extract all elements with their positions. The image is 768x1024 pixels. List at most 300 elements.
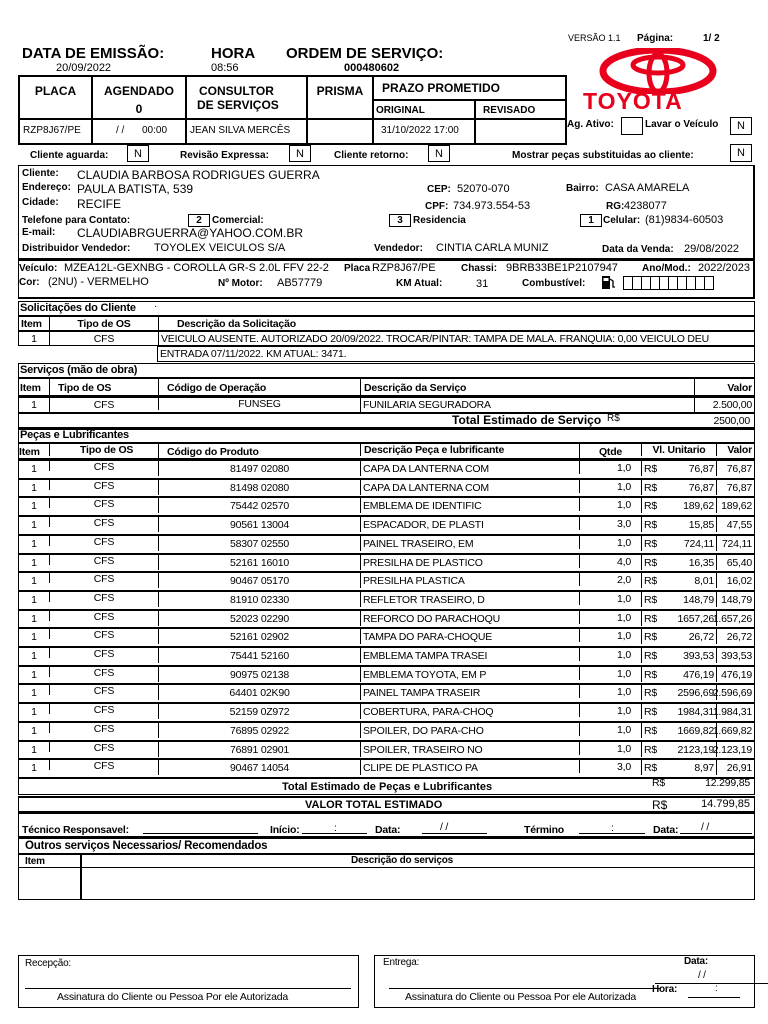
- servicos-total-bar: [18, 412, 755, 428]
- cell-valor: 2.596,69: [712, 686, 752, 699]
- col-valor: Valor: [716, 444, 754, 456]
- cell-valor: 47,55: [716, 517, 754, 532]
- cell-codigo: 76891 02901: [158, 742, 360, 757]
- order-number: 000480602: [344, 62, 400, 74]
- cell-desc: SPOILER, DO PARA-CHO: [360, 723, 579, 738]
- cell-unit-price: 8,01: [694, 574, 714, 587]
- cpf-value: 734.973.554-53: [453, 200, 531, 212]
- cell-valor: 2.500,00: [694, 398, 754, 412]
- cell-unit-price: 1984,31: [677, 705, 714, 718]
- cell-currency: R$: [641, 498, 661, 513]
- cell-valor: 26,91: [716, 760, 754, 775]
- grand-total-label: VALOR TOTAL ESTIMADO: [305, 799, 443, 811]
- col-tipo-os: Tipo de OS: [49, 317, 158, 331]
- cell-unit-price: 724,11: [683, 537, 714, 550]
- col-descricao: Descrição da Solicitação: [158, 317, 754, 331]
- cell-valor: 76,87: [716, 480, 754, 495]
- cell-valor: 476,19: [716, 667, 754, 682]
- cell-qtde: 1,0: [579, 685, 641, 698]
- rg-label: RG:: [606, 201, 625, 212]
- consultor-value: JEAN SILVA MERCÊS: [190, 125, 291, 136]
- pecas-table-row: [18, 683, 755, 703]
- cell-item: 1: [31, 481, 37, 494]
- cell-tipo: CFS: [49, 461, 158, 471]
- consultor-header-2: DE SERVIÇOS: [197, 98, 279, 112]
- cell-item: 1: [31, 537, 37, 550]
- data-input-line[interactable]: [422, 833, 487, 834]
- cell-codigo: 75442 02570: [158, 498, 360, 513]
- cliente-retorno-label: Cliente retorno:: [334, 150, 409, 161]
- pecas-table-row: [18, 553, 755, 573]
- cell-desc: ESPACADOR, DE PLASTI: [360, 517, 579, 532]
- cell-currency: R$: [641, 685, 661, 700]
- cell-tipo: CFS: [49, 573, 158, 583]
- solicitacoes-header-row: [18, 316, 755, 331]
- original-value: 31/10/2022 17:00: [381, 125, 459, 136]
- col-item: Item: [20, 382, 41, 394]
- telefone-label: Telefone para Contato:: [22, 215, 131, 226]
- cliente-label: Cliente:: [22, 168, 59, 179]
- data2-separator: / /: [701, 821, 710, 833]
- original-header: ORIGINAL: [376, 105, 425, 116]
- outros-title: Outros serviços Necessarios/ Recomendados: [25, 840, 268, 852]
- cell-qtde: 4,0: [579, 555, 641, 568]
- consultor-header-1: CONSULTOR: [199, 84, 274, 98]
- endereco-label: Endereço:: [22, 182, 71, 193]
- email-value: CLAUDIABRGUERRA@YAHOO.COM.BR: [77, 226, 303, 240]
- cell-valor: 724,11: [716, 536, 754, 551]
- cell-tipo: CFS: [49, 536, 158, 546]
- bairro-value: CASA AMARELA: [605, 182, 690, 194]
- data-venda-value: 29/08/2022: [684, 243, 740, 255]
- cell-valor: 65,40: [716, 555, 754, 570]
- cell-qtde: 1,0: [579, 461, 641, 474]
- cell-currency: R$: [641, 629, 661, 644]
- cell-item: 1: [31, 399, 37, 411]
- cell-codigo: 52161 16010: [158, 555, 360, 570]
- pecas-table-row: [18, 496, 755, 516]
- cell-valor: 26,72: [716, 629, 754, 644]
- ano-label: Ano/Mod.:: [642, 263, 691, 274]
- pecas-table-row: [18, 721, 755, 741]
- agendado-header: AGENDADO: [103, 84, 174, 98]
- cell-item: 1: [31, 462, 37, 475]
- termino-separator: :: [611, 822, 614, 834]
- cell-currency: R$: [641, 742, 661, 757]
- tecnico-label: Técnico Responsavel:: [22, 824, 129, 836]
- chassi-label: Chassi:: [461, 263, 498, 274]
- cell-tipo: CFS: [49, 592, 158, 602]
- distribuidor-value: TOYOLEX VEICULOS S/A: [154, 242, 286, 254]
- grand-total-value: 14.799,85: [701, 798, 750, 810]
- cell-valor: 76,87: [716, 461, 754, 476]
- vehicle-placa-label: Placa: [344, 263, 371, 274]
- cell-qtde: 1,0: [579, 648, 641, 661]
- pecas-table-row: [18, 758, 755, 778]
- rg-value: 4238077: [624, 200, 667, 212]
- cell-item: 1: [31, 743, 37, 756]
- entrega-hora-label: Hora:: [652, 984, 678, 995]
- entrega-caption: Assinatura do Cliente ou Pessoa Por ele Autorizada: [405, 991, 637, 1003]
- cell-tipo: CFS: [49, 629, 158, 639]
- servicos-header-row: [18, 377, 755, 396]
- cell-desc: VEICULO AUSENTE. AUTORIZADO 20/09/2022. TROCAR/PINTAR: TAMPA DE MALA. FRANQUIA: 0,00 VEICULO DEU: [158, 332, 754, 346]
- cliente-aguarda-label: Cliente aguarda:: [30, 150, 109, 161]
- cell-item: 1: [31, 724, 37, 737]
- cliente-aguarda-checkbox[interactable]: N: [127, 145, 149, 162]
- cell-unit-price: 16,35: [688, 556, 714, 569]
- cell-desc: TAMPA DO PARA-CHOQUE: [360, 629, 579, 644]
- agendado-date: / /: [116, 125, 125, 136]
- col-descricao: Descrição da Serviço: [360, 379, 694, 397]
- cell-desc: REFLETOR TRASEIRO, D: [360, 592, 579, 607]
- cell-item: 1: [31, 761, 37, 774]
- cell-codigo: 52159 0Z972: [158, 704, 360, 719]
- motor-label: Nº Motor:: [218, 278, 263, 289]
- data-label: Data:: [375, 824, 401, 836]
- cell-currency: R$: [641, 611, 661, 626]
- grand-total-currency: R$: [652, 798, 668, 812]
- cell-valor: 16,02: [716, 573, 754, 588]
- cell-unit-price: 76,87: [688, 462, 714, 475]
- cell-tipo: CFS: [49, 517, 158, 527]
- cell-valor: 1.669,82: [712, 724, 752, 737]
- distribuidor-label: Distribuidor Vendedor:: [22, 243, 131, 254]
- pecas-total-label: Total Estimado de Peças e Lubrificantes: [282, 781, 493, 793]
- lavar-checkbox[interactable]: N: [730, 117, 752, 135]
- pecas-table-row: [18, 534, 755, 554]
- placa-header: PLACA: [34, 84, 77, 98]
- cell-item: 1: [31, 686, 37, 699]
- cell-item: 1: [31, 593, 37, 606]
- cell-tipo: CFS: [49, 648, 158, 658]
- cell-unit-price: 476,19: [683, 668, 714, 681]
- emission-date: 20/09/2022: [56, 62, 112, 74]
- cell-qtde: 1,0: [579, 536, 641, 549]
- cell-codigo: FUNSEG: [158, 398, 360, 410]
- cell-unit-price: 8,97: [694, 761, 714, 774]
- cell-codigo: 81497 02080: [158, 461, 360, 476]
- order-label: ORDEM DE SERVIÇO:: [286, 45, 444, 62]
- recepcao-label: Recepção:: [25, 958, 72, 969]
- data-venda-label: Data da Venda:: [602, 244, 674, 255]
- ano-value: 2022/2023: [698, 262, 750, 274]
- version-label: VERSÃO 1.1: [568, 33, 621, 43]
- comercial-label: Comercial:: [212, 215, 264, 226]
- solicitacao-row: [18, 331, 755, 346]
- cell-codigo: 90467 05170: [158, 573, 360, 588]
- agendado-count: 0: [135, 102, 143, 116]
- pecas-table-row: [18, 459, 755, 479]
- motor-value: AB57779: [277, 277, 323, 289]
- revisado-header: REVISADO: [483, 105, 536, 116]
- cell-valor: 393,53: [716, 648, 754, 663]
- recepcao-signature-line[interactable]: [25, 988, 351, 989]
- outros-desc-header: Descrição do serviços: [351, 855, 453, 866]
- pecas-table-row: [18, 665, 755, 685]
- cell-item: 1: [31, 630, 37, 643]
- cell-currency: R$: [641, 480, 661, 495]
- cell-qtde: 1,0: [579, 667, 641, 680]
- cell-unit-price: 1669,82: [677, 724, 714, 737]
- cell-item: 1: [31, 499, 37, 512]
- cell-unit-price: 2123,19: [677, 743, 714, 756]
- cell-codigo: 81910 02330: [158, 592, 360, 607]
- email-label: E-mail:: [22, 227, 56, 238]
- cpf-label: CPF:: [425, 201, 449, 212]
- col-tipo-os: Tipo de OS: [49, 444, 158, 456]
- chassi-value: 9BRB33BE1P2107947: [506, 262, 618, 274]
- cell-desc: SPOILER, TRASEIRO NO: [360, 742, 579, 757]
- cell-codigo: 90975 02138: [158, 667, 360, 682]
- revisao-expressa-checkbox[interactable]: N: [289, 145, 311, 162]
- entrega-hora-line: [688, 997, 740, 998]
- cell-currency: R$: [641, 555, 661, 570]
- cell-currency: R$: [641, 573, 661, 588]
- col-vl-unitario: Vl. Unitario: [641, 444, 716, 456]
- cell-item: 1: [31, 649, 37, 662]
- title-dot: ·: [154, 301, 158, 312]
- cor-label: Cor:: [19, 277, 40, 288]
- cell-unit-price: 189,62: [683, 499, 714, 512]
- cell-valor: 1.657,26: [712, 612, 752, 625]
- cell-unit-price: 393,53: [683, 649, 714, 662]
- cell-tipo: CFS: [49, 332, 158, 346]
- cell-tipo: CFS: [49, 685, 158, 695]
- veiculo-value: MZEA12L-GEXNBG - COROLLA GR-S 2.0L FFV 22-2: [64, 262, 329, 274]
- ag-ativo-checkbox[interactable]: [621, 117, 643, 135]
- data2-label: Data:: [653, 824, 679, 836]
- cell-tipo: CFS: [49, 723, 158, 733]
- cell-tipo: CFS: [49, 760, 158, 770]
- km-label: KM Atual:: [396, 278, 443, 289]
- servicos-title: Serviços (mão de obra): [20, 364, 138, 376]
- cell-tipo: CFS: [49, 611, 158, 621]
- endereco-value: PAULA BATISTA, 539: [77, 182, 194, 196]
- cliente-value: CLAUDIA BARBOSA RODRIGUES GUERRA: [77, 168, 320, 182]
- cell-qtde: 1,0: [579, 723, 641, 736]
- entrega-data-value[interactable]: / /: [698, 970, 706, 981]
- cell-tipo: CFS: [49, 555, 158, 565]
- data2-input-line[interactable]: [680, 833, 752, 834]
- cell-qtde: 2,0: [579, 573, 641, 586]
- pecas-table-row: [18, 627, 755, 647]
- servicos-total-currency: R$: [607, 413, 620, 424]
- pecas-total-currency: R$: [652, 777, 666, 789]
- cell-item: 1: [31, 556, 37, 569]
- placa-value: RZP8J67/PE: [23, 125, 81, 136]
- pecas-header-row: [18, 442, 755, 459]
- cell-valor: 2.123,19: [712, 743, 752, 756]
- cliente-retorno-checkbox[interactable]: N: [428, 145, 450, 162]
- cell-tipo: CFS: [49, 498, 158, 508]
- cell-valor: 148,79: [716, 592, 754, 607]
- cell-qtde: 1,0: [579, 742, 641, 755]
- cell-desc: PRESILHA DE PLASTICO: [360, 555, 579, 570]
- cell-codigo: 52023 02290: [158, 611, 360, 626]
- cidade-label: Cidade:: [22, 197, 59, 208]
- cell-codigo: 75441 52160: [158, 648, 360, 663]
- cell-desc: PRESILHA PLASTICA: [360, 573, 579, 588]
- toyota-wordmark: TOYOTA: [583, 88, 683, 114]
- cell-desc: CAPA DA LANTERNA COM: [360, 480, 579, 495]
- emission-label: DATA DE EMISSÃO:: [22, 45, 165, 62]
- fuel-pump-icon: [601, 275, 617, 290]
- residencia-label: Residencia: [413, 215, 466, 226]
- pecas-table-row: [18, 646, 755, 666]
- cell-codigo: 58307 02550: [158, 536, 360, 551]
- col-tipo-os: Tipo de OS: [49, 379, 158, 397]
- cell-item: 1: [31, 612, 37, 625]
- inicio-separator: :: [334, 822, 337, 834]
- lavar-label: Lavar o Veículo: [645, 119, 719, 130]
- prazo-header: PRAZO PROMETIDO: [382, 81, 501, 95]
- vehicle-placa-value: RZP8J67/PE: [372, 262, 436, 274]
- time-label: HORA: [211, 45, 256, 62]
- vendedor-value: CINTIA CARLA MUNIZ: [436, 242, 549, 254]
- cell-currency: R$: [641, 704, 661, 719]
- entrega-hora-value[interactable]: :: [715, 983, 718, 994]
- cell-currency: R$: [641, 723, 661, 738]
- cell-qtde: 1,0: [579, 480, 641, 493]
- cell-item: 1: [31, 705, 37, 718]
- cell-item: 1: [31, 574, 37, 587]
- time-value: 08:56: [211, 62, 239, 74]
- pecas-table-row: [18, 590, 755, 610]
- residencia-preferencia: 3: [389, 214, 411, 227]
- cell-desc: EMBLEMA DE IDENTIFIC: [360, 498, 579, 513]
- outros-item-header: Item: [25, 856, 45, 867]
- mostrar-pecas-checkbox[interactable]: N: [730, 144, 752, 162]
- col-valor: Valor: [694, 379, 754, 397]
- cell-qtde: 1,0: [579, 629, 641, 642]
- cell-currency: R$: [641, 517, 661, 532]
- outros-desc-input[interactable]: [82, 869, 754, 899]
- cell-qtde: 1,0: [579, 592, 641, 605]
- cor-value: (2NU) - VERMELHO: [48, 276, 149, 288]
- entrega-signature-line[interactable]: [389, 988, 661, 989]
- cell-codigo: 52161 02902: [158, 629, 360, 644]
- cell-unit-price: 26,72: [688, 630, 714, 643]
- cell-currency: R$: [641, 592, 661, 607]
- km-value: 31: [476, 278, 489, 290]
- cell-item: 1: [31, 518, 37, 531]
- servico-row: [18, 396, 755, 413]
- cell-currency: R$: [641, 536, 661, 551]
- mostrar-pecas-label: Mostrar peças substituidas ao cliente:: [512, 150, 694, 161]
- col-codigo: Código do Produto: [158, 444, 360, 459]
- servicos-total-label: Total Estimado de Serviço: [452, 413, 602, 427]
- pecas-title: Peças e Lubrificantes: [20, 429, 129, 441]
- pecas-table-row: [18, 515, 755, 535]
- pecas-table-row: [18, 609, 755, 629]
- revisao-expressa-label: Revisão Expressa:: [180, 150, 269, 161]
- cidade-value: RECIFE: [77, 197, 122, 211]
- fuel-level-gauge: [623, 276, 713, 290]
- cell-desc: REFORCO DO PARACHOQU: [360, 611, 579, 626]
- prisma-header: PRISMA: [316, 84, 364, 98]
- cell-currency: R$: [641, 461, 661, 476]
- celular-preferencia: 1: [580, 214, 602, 227]
- pecas-table-row: [18, 571, 755, 591]
- solicitacoes-title: Solicitações do Cliente: [20, 302, 136, 314]
- cell-codigo: 90561 13004: [158, 517, 360, 532]
- entrega-label: Entrega:: [383, 957, 420, 968]
- cell-currency: R$: [641, 760, 661, 775]
- cep-value: 52070-070: [457, 183, 510, 195]
- cell-tipo: CFS: [49, 742, 158, 752]
- servicos-total-value: 2500,00: [713, 415, 750, 427]
- col-qtde: Qtde: [579, 444, 641, 459]
- entrega-data-label: Data:: [684, 956, 709, 967]
- cell-desc: EMBLEMA TOYOTA, EM P: [360, 667, 579, 682]
- data-separator: / /: [440, 821, 449, 833]
- cell-unit-price: 15,85: [688, 518, 714, 531]
- cell-desc: FUNILARIA SEGURADORA: [360, 398, 694, 412]
- pecas-total-value: 12.299,85: [705, 777, 750, 789]
- cell-item: 1: [31, 333, 37, 345]
- cell-codigo: 64401 02K90: [158, 685, 360, 700]
- celular-label: Celular:: [603, 215, 641, 226]
- cell-valor: 189,62: [716, 498, 754, 513]
- cep-label: CEP:: [427, 184, 451, 195]
- page-number: 1/ 2: [703, 33, 720, 44]
- pecas-table-row: [18, 702, 755, 722]
- cell-desc: CAPA DA LANTERNA COM: [360, 461, 579, 476]
- cell-codigo: 76895 02922: [158, 723, 360, 738]
- col-descricao: Descrição Peça e lubrificante: [360, 444, 579, 456]
- cell-item: 1: [31, 668, 37, 681]
- celular-value: (81)9834-60503: [645, 214, 724, 226]
- cell-desc: PAINEL TAMPA TRASEIR: [360, 685, 579, 700]
- cell-qtde: 1,0: [579, 498, 641, 511]
- cell-tipo: CFS: [49, 398, 158, 412]
- cell-qtde: 3,0: [579, 760, 641, 773]
- cell-desc: PAINEL TRASEIRO, EM: [360, 536, 579, 551]
- cell-tipo: CFS: [49, 704, 158, 714]
- col-item: Item: [21, 318, 42, 330]
- cell-qtde: 3,0: [579, 517, 641, 530]
- cell-desc: EMBLEMA TAMPA TRASEI: [360, 648, 579, 663]
- veiculo-label: Veículo:: [19, 263, 58, 274]
- combustivel-label: Combustível:: [522, 278, 586, 289]
- bairro-label: Bairro:: [566, 183, 599, 194]
- cell-codigo: 90467 14054: [158, 760, 360, 775]
- col-codigo: Código de Operação: [158, 379, 356, 397]
- termino-label: Término: [524, 824, 565, 836]
- cell-unit-price: 1657,26: [677, 612, 714, 625]
- tecnico-signature-line[interactable]: [143, 833, 258, 834]
- col-item: Item: [19, 445, 40, 458]
- recepcao-caption: Assinatura do Cliente ou Pessoa Por ele Autorizada: [57, 991, 289, 1003]
- cell-codigo: 81498 02080: [158, 480, 360, 495]
- cell-unit-price: 148,79: [683, 593, 714, 606]
- ag-ativo-label: Ag. Ativo:: [567, 119, 614, 130]
- pecas-table-row: [18, 478, 755, 498]
- cell-qtde: 1,0: [579, 611, 641, 624]
- cell-tipo: CFS: [49, 480, 158, 490]
- cell-unit-price: 76,87: [688, 481, 714, 494]
- page-label: Página:: [637, 33, 674, 44]
- cell-currency: R$: [641, 667, 661, 682]
- cell-unit-price: 2596,69: [677, 686, 714, 699]
- cell-qtde: 1,0: [579, 704, 641, 717]
- telefone-preferencia: 2: [188, 214, 210, 227]
- cell-desc: COBERTURA, PARA-CHOQ: [360, 704, 579, 719]
- inicio-label: Início:: [270, 824, 300, 836]
- cell-valor: 1.984,31: [712, 705, 752, 718]
- cell-desc: CLIPE DE PLASTICO PA: [360, 760, 579, 775]
